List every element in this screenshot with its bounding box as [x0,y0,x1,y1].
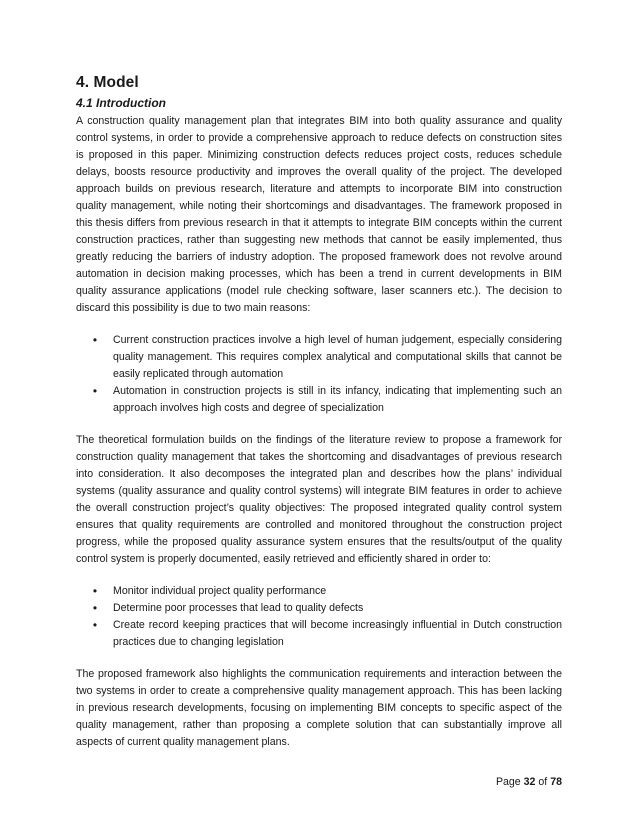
list-item-text: Monitor individual project quality performance [113,585,327,597]
bullet-icon: • [92,333,98,347]
list-item-text: Determine poor processes that lead to quality defects [113,602,364,614]
list-item-text: Current construction practices involve a high level of human judgement, especially considering quality management. This requires complex analytical and computational skills that cannot be easily replicated through automation [113,334,562,380]
section-title: 4. Model [76,74,139,91]
subsection-title: 4.1 Introduction [76,96,166,110]
list-item [76,332,562,383]
bullet-icon: • [92,618,98,632]
list-item-text: Automation in construction projects is still in its infancy, indicating that implementing such an approach involves high costs and degree of specialization [113,385,562,414]
bullet-icon: • [92,384,98,398]
of-label: of [538,776,548,788]
page-label: Page [495,776,521,788]
paragraph-framework: The proposed framework also highlights the communication requirements and interaction between the two systems in order to create a comprehensive quality management approach. This has been lacking in previous research developments, focusing on implementing BIM concepts to specific aspect of the quality management, rather than proposing a complete solution that can substantially improve all aspects of current quality management plans. [76,668,562,748]
bullet-icon: • [92,584,98,598]
current-page-number: 32 [523,776,536,788]
paragraph-formulation: The theoretical formulation builds on the findings of the literature review to propose a framework for construction quality management that takes the shortcoming and disadvantages of previous research into consideration. It also decomposes the integrated plan and describes how the plans’ individual systems (quality assurance and quality control systems) will integrate BIM features in order to achieve the overall construction project’s quality objectives: The proposed integrated quality control system ensures that quality requirements are controlled and monitored throughout the construction project progress, while the proposed quality assurance system ensures that the results/output of the quality control system is properly documented, easily retrieved and efficiently shared in order to: [76,434,562,565]
list-item [76,583,562,600]
list-item [76,617,562,651]
list-item [76,600,562,617]
body-content [76,113,562,751]
list-item-text: Create record keeping practices that will become increasingly influential in Dutch construction practices due to changing legislation [113,619,562,648]
objectives-list [76,583,562,651]
total-pages-number: 78 [550,776,562,788]
reasons-list [76,332,562,417]
page-number-footer [496,776,562,788]
list-item [76,383,562,417]
paragraph-intro: A construction quality management plan that integrates BIM into both quality assurance and quality control systems, in order to provide a comprehensive approach to reduce defects on construction sites is proposed in this paper. Minimizing construction defects reduces project costs, reduces schedule delays, boosts resource productivity and improves the overall quality of the project. The developed approach builds on previous research, literature and attempts to incorporate BIM into construction quality management, while noting their shortcomings and disadvantages. The framework proposed in this thesis differs from previous research in that it attempts to integrate BIM concepts within the current construction practices, rather than suggesting new methods that cannot be easily implemented, thus greatly reducing the barriers of industry adoption. The proposed framework does not revolve around automation in decision making processes, which has been a trend in current developments in BIM quality assurance applications (model rule checking software, laser scanners etc.). The decision to discard this possibility is due to two main reasons: [76,115,562,314]
bullet-icon: • [92,601,98,615]
